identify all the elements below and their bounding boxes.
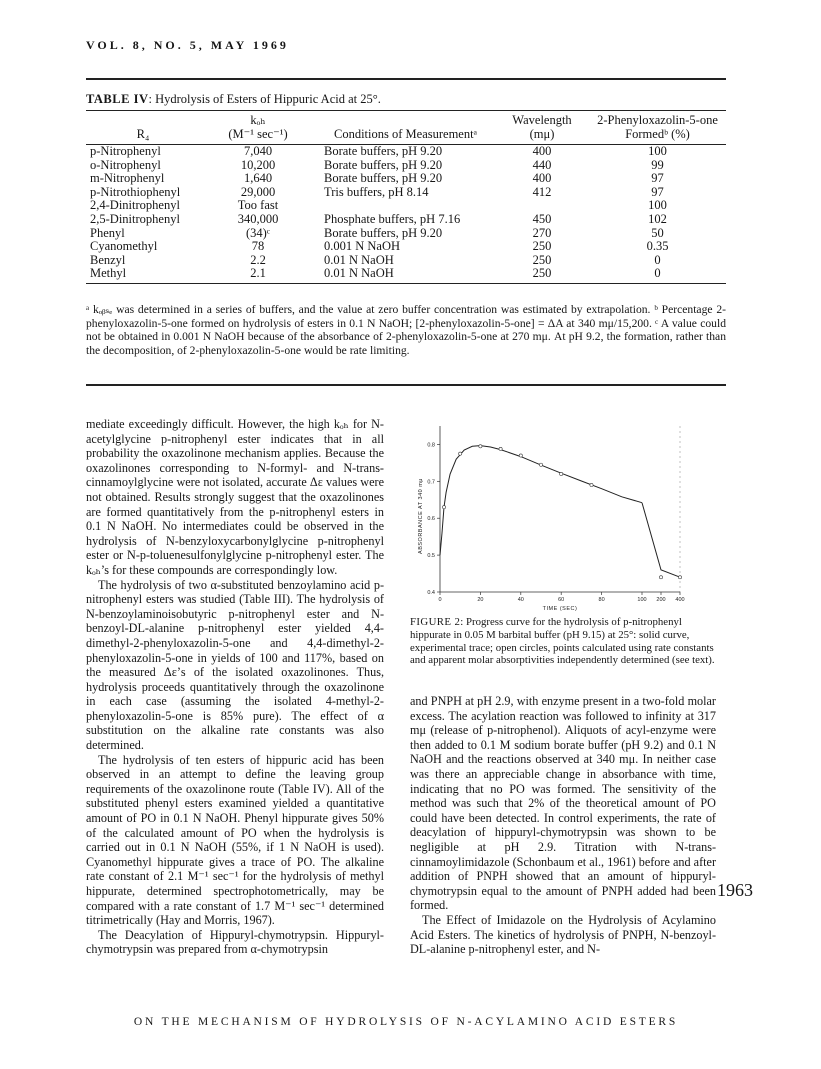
table-title: : Hydrolysis of Esters of Hippuric Acid at 25°. xyxy=(148,92,381,106)
progress-curve-chart xyxy=(410,420,686,614)
cell-conditions: 0.01 N NaOH xyxy=(316,267,495,283)
cell-koh: (34)ᶜ xyxy=(245,225,271,240)
header-po xyxy=(589,112,726,145)
y-axis-label: ABSORBANCE AT 340 mμ xyxy=(418,478,424,554)
cell-po: 0.35 xyxy=(646,239,669,254)
left-column xyxy=(86,417,384,957)
cell-conditions: Phosphate buffers, pH 7.16 xyxy=(324,211,461,226)
table-row xyxy=(86,254,726,268)
cell-wavelength: 270 xyxy=(532,225,552,240)
cell-conditions xyxy=(316,199,495,213)
x-axis-label: TIME (SEC) xyxy=(542,606,578,612)
header-po-label: 2-Phenyloxazolin-5-one xyxy=(597,113,718,127)
cell-wavelength: 250 xyxy=(532,252,552,267)
x-tick-label: 40 xyxy=(517,597,524,603)
x-tick-label: 100 xyxy=(637,597,647,603)
x-tick-label: 200 xyxy=(656,597,666,603)
cell-wavelength: 250 xyxy=(532,239,552,254)
calculated-point xyxy=(590,483,593,486)
table-row xyxy=(86,145,726,159)
paragraph: and PNPH at pH 2.9, with enzyme present in a two-fold molar excess. The acylation reaction was followed to infinity at 317 mμ (release of p-nitrophenol). Aliquots of acyl-enzyme were then added to 0.1 M sodium borate buffer (pH 9.2) and 0.1 N NaOH and the reactions observed at 340 mμ. In neither case was there an appreciable change in absorbance with time, indicating that no PO was formed. The sensitivity of the method was such that 2% of the theoretical amount of PO could have been detected. In control experiments, the rate of deacylation of hippuryl-chymotrypsin was shown to be negligible at pH 2.9. Titration with N-trans-cinnamoylimidazole (Schonbaum et al., 1961) before and after addition of PNPH showed that an amount of hippuryl-chymotrypsin equal to the amount of PNPH added had been formed. xyxy=(410,694,716,913)
cell-koh: 78 xyxy=(251,239,265,254)
cell-name: 2,4-Dinitrophenyl xyxy=(90,198,180,213)
cell-koh: 29,000 xyxy=(240,184,276,199)
cell-koh: 10,200 xyxy=(240,157,276,172)
paragraph: The Deacylation of Hippuryl-chymotrypsin. Hippuryl-chymotrypsin was prepared from α-chymotrypsin xyxy=(86,927,384,957)
cell-po: 97 xyxy=(651,184,664,199)
y-tick-label: 0.5 xyxy=(427,553,435,560)
top-rule xyxy=(86,78,726,80)
x-tick-label: 0 xyxy=(438,597,442,603)
figure-2 xyxy=(410,420,686,614)
cell-conditions: Tris buffers, pH 8.14 xyxy=(324,184,429,199)
figure-caption-text: : Progress curve for the hydrolysis of p-nitrophenyl hippurate in 0.05 M barbital buffer (pH 9.15) at 25°: solid curve, experimental trace; open circles, points calculated using rate constants and apparent molar absorptivities independently determined (see text). xyxy=(410,616,715,667)
table-row xyxy=(86,240,726,254)
page-footer: ON THE MECHANISM OF HYDROLYSIS OF N-ACYLAMINO ACID ESTERS xyxy=(133,1016,679,1028)
header-wavelength-label: Wavelength xyxy=(512,113,572,127)
header-po-units: Formedᵇ (%) xyxy=(625,127,690,141)
experimental-trace-tail-line xyxy=(642,503,680,578)
cell-conditions: Borate buffers, pH 9.20 xyxy=(324,225,443,240)
table-body xyxy=(86,145,726,284)
page-number: 1963 xyxy=(717,880,753,900)
cell-conditions: Borate buffers, pH 9.20 xyxy=(324,157,443,172)
cell-po: 102 xyxy=(648,211,667,226)
table-footnote: ᵃ kₒᵦₛₑ was determined in a series of buffers, and the value at zero buffer concentration was estimated by extrapolation. ᵇ Percentage 2-phenyloxazolin-5-one formed on hydrolysis of esters in 0.1 N NaOH; [2-phenyloxazolin-5-one] = ΔA at 340 mμ/15,200. ᶜ A value could not be obtained in 0.001 N NaOH because of the absorbance of 2-phenyloxazolin-5-one at 270 mμ. At pH 9.2, the formation, rather than the decomposition, of 2-phenyloxazolin-5-one would be rate limiting. xyxy=(86,303,726,357)
table-row xyxy=(86,186,726,200)
cell-name: o-Nitrophenyl xyxy=(90,157,161,172)
header-koh xyxy=(200,112,316,145)
cell-koh: 2.1 xyxy=(200,267,316,283)
calculated-point xyxy=(499,447,502,450)
paragraph: mediate exceedingly difficult. However, the high kₒₕ for N-acetylglycine p-nitrophenyl ester indicates that in all probability the oxazolinone mechanism applies. Because the oxazolinones corresponding to N-formyl- and N-trans-cinnamoylglycine were not isolated, accurate Δε values were not obtained. Results strongly suggest that the oxazolinones are formed quantitatively from the p-nitrophenyl esters in 0.1 N NaOH. No intermediates could be observed in the hydrolysis of N-benzyloxycarbonylglycine p-nitrophenyl ester or N-p-toluenesulfonylglycine p-nitrophenyl ester. The kₒₕ’s for these compounds are correspondingly low. xyxy=(86,417,384,577)
cell-wavelength xyxy=(495,199,589,213)
cell-name: Phenyl xyxy=(90,225,125,240)
cell-po: 97 xyxy=(651,171,664,186)
table-row xyxy=(86,172,726,186)
y-tick-label: 0.8 xyxy=(427,442,435,449)
cell-koh: 340,000 xyxy=(237,211,279,226)
header-wavelength xyxy=(495,112,589,145)
cell-koh: 1,640 xyxy=(243,171,273,186)
table-row xyxy=(86,159,726,173)
cell-conditions: Borate buffers, pH 9.20 xyxy=(324,144,443,158)
table-row xyxy=(86,199,726,213)
cell-name: Cyanomethyl xyxy=(90,239,158,254)
chart-layer xyxy=(427,442,684,603)
calculated-point xyxy=(659,576,662,579)
paragraph: The hydrolysis of ten esters of hippuric acid has been observed in an attempt to define the leaving group requirements of the oxazolinone route (Table IV). All of the substituted phenyl esters examined yielded a quantitative amount of PO in 0.1 N NaOH. Phenyl hippurate gives 50% of the calculated amount of PO when the hydrolysis is carried out in 0.1 N NaOH (55%, if 1 N NaOH is used). Cyanomethyl hippurate gives a trace of PO. The alkaline rate constant of 2.1 M⁻¹ sec⁻¹ for the hydrolysis of methyl hippurate, determined spectrophotometrically, may be compared with a rate constant of 1.7 M⁻¹ sec⁻¹ determined titrimetrically (Hay and Morris, 1967). xyxy=(86,752,384,928)
header-wavelength-units: (mμ) xyxy=(529,127,555,141)
cell-name: p-Nitrophenyl xyxy=(90,144,161,158)
x-tick-label: 80 xyxy=(598,597,605,603)
figure-caption xyxy=(410,616,716,667)
table-bottom-rule xyxy=(86,384,726,386)
cell-wavelength: 440 xyxy=(532,157,552,172)
calculated-point xyxy=(459,452,462,455)
calculated-point xyxy=(479,445,482,448)
table-row xyxy=(86,227,726,241)
figure-label: FIGURE 2 xyxy=(410,616,461,628)
cell-po: 100 xyxy=(648,198,667,213)
cell-conditions: Borate buffers, pH 9.20 xyxy=(324,171,443,186)
paragraph: The hydrolysis of two α-substituted benzoylamino acid p-nitrophenyl esters was studied (Table III). The hydrolysis of N-benzoylaminoisobutyric p-nitrophenyl ester and N-benzoyl-DL-alanine p-nitrophenyl ester yielded 4,4-dimethyl-2-phenyloxazolin-5-one and 4,4-dimethyl-2-phenyloxazolin-5-one in yields of 100 and 117%, based on the measured Δε’s of the isolated oxazolinones. Thus, hydrolysis proceeds quantitatively through the oxazolinone in each case (assuming the isolated 4-methyl-2-phenyloxazolin-5-one is 85% pure). The effect of α substitution on the alkaline rate constants was also determined. xyxy=(86,577,384,753)
cell-conditions: 0.001 N NaOH xyxy=(324,239,401,254)
cell-wavelength: 400 xyxy=(532,171,552,186)
table-top-rule xyxy=(86,110,726,111)
table-row xyxy=(86,267,726,283)
cell-koh: 2.2 xyxy=(250,252,266,267)
cell-po: 99 xyxy=(651,157,664,172)
cell-name: Methyl xyxy=(86,267,200,283)
header-r4: R₄ xyxy=(86,112,200,145)
cell-name: m-Nitrophenyl xyxy=(90,171,165,186)
hydrolysis-table xyxy=(86,112,726,284)
calculated-point xyxy=(442,506,445,509)
cell-wavelength: 250 xyxy=(495,267,589,283)
header-koh-units: (M⁻¹ sec⁻¹) xyxy=(228,127,288,141)
cell-po: 0 xyxy=(589,267,726,283)
calculated-point xyxy=(560,472,563,475)
cell-wavelength: 400 xyxy=(532,144,552,158)
cell-name: Benzyl xyxy=(90,252,126,267)
x-tick-label: 60 xyxy=(558,597,565,603)
calculated-point xyxy=(519,454,522,457)
table-label: TABLE IV xyxy=(86,92,149,106)
running-head: VOL. 8, NO. 5, MAY 1969 xyxy=(86,38,289,52)
y-tick-label: 0.7 xyxy=(427,479,435,486)
experimental-trace-line xyxy=(440,446,642,555)
y-tick-label: 0.4 xyxy=(427,590,435,596)
header-koh-symbol: kₒₕ xyxy=(250,113,266,127)
paragraph: The Effect of Imidazole on the Hydrolysis of Acylamino Acid Esters. The kinetics of hydrolysis of PNPH, N-benzoyl-DL-alanine p-nitrophenyl ester, and N- xyxy=(410,912,716,957)
cell-wavelength: 450 xyxy=(532,211,552,226)
x-tick-label: 400 xyxy=(675,597,685,603)
table-caption xyxy=(86,92,381,107)
cell-name: p-Nitrothiophenyl xyxy=(90,184,181,199)
cell-po: 0 xyxy=(654,252,661,267)
cell-wavelength: 412 xyxy=(532,184,552,199)
cell-name: 2,5-Dinitrophenyl xyxy=(90,211,180,226)
cell-koh: 7,040 xyxy=(243,144,273,158)
table-header-row xyxy=(86,112,726,145)
calculated-point xyxy=(539,463,542,466)
cell-po: 50 xyxy=(651,225,664,240)
header-conditions: Conditions of Measurementᵃ xyxy=(316,112,495,145)
cell-koh: Too fast xyxy=(237,198,279,213)
right-column xyxy=(410,694,716,957)
cell-po: 100 xyxy=(648,144,667,158)
cell-conditions: 0.01 N NaOH xyxy=(324,252,394,267)
calculated-point xyxy=(678,576,681,579)
x-tick-label: 20 xyxy=(477,597,484,603)
table-row xyxy=(86,213,726,227)
y-tick-label: 0.6 xyxy=(427,516,435,523)
